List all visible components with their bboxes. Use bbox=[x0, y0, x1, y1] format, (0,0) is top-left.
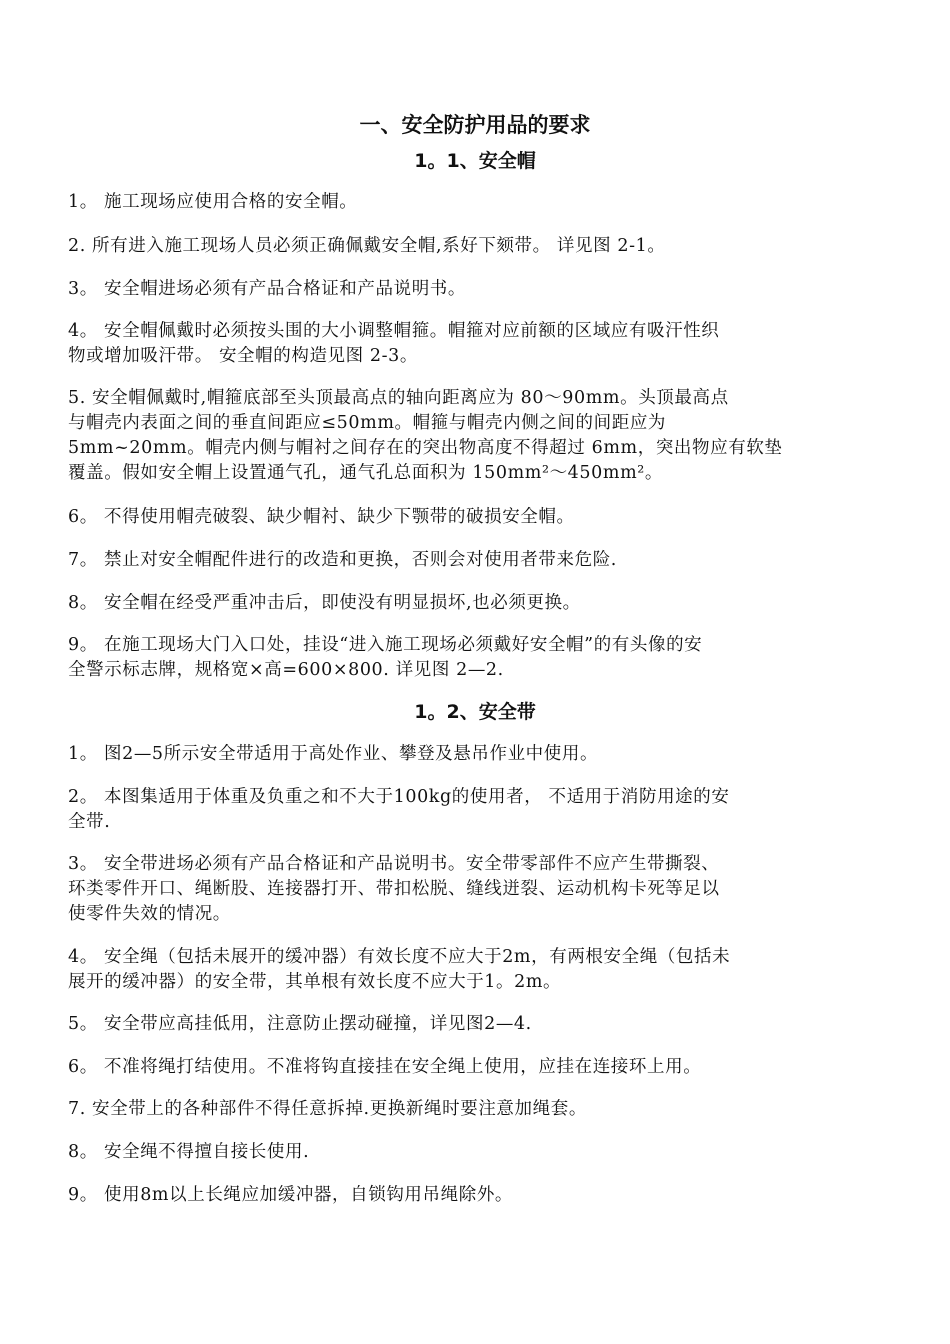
harness-item-4: 4。 安全绳（包括未展开的缓冲器）有效长度不应大于2m，有两根安全绳（包括未 展开的缓冲器）的安全带，其单根有效长度不应大于1。2m。 bbox=[68, 947, 731, 992]
document-title: 一、安全防护用品的要求 bbox=[359, 113, 591, 137]
helmet-item-1: 1。 施工现场应使用合格的安全帽。 bbox=[68, 192, 358, 212]
helmet-item-2: 2. 所有进入施工现场人员必须正确佩戴安全帽,系好下颏带。 详见图 2-1。 bbox=[68, 236, 666, 256]
harness-item-8: 8。 安全绳不得擅自接长使用. bbox=[68, 1142, 310, 1162]
harness-item-1: 1。 图2—5所示安全带适用于高处作业、攀登及悬吊作业中使用。 bbox=[68, 744, 599, 764]
section-heading-helmet: 1。1、安全帽 bbox=[414, 150, 536, 172]
helmet-item-3: 3。 安全帽进场必须有产品合格证和产品说明书。 bbox=[68, 279, 466, 299]
harness-item-6: 6。 不准将绳打结使用。不准将钩直接挂在安全绳上使用，应挂在连接环上用。 bbox=[68, 1057, 702, 1077]
harness-item-5: 5。 安全带应高挂低用，注意防止摆动碰撞，详见图2—4. bbox=[68, 1014, 532, 1034]
harness-item-7: 7. 安全带上的各种部件不得任意拆掉.更换新绳时要注意加绳套。 bbox=[68, 1099, 587, 1119]
helmet-item-6: 6。 不得使用帽壳破裂、缺少帽衬、缺少下颚带的破损安全帽。 bbox=[68, 507, 575, 527]
section-heading-harness: 1。2、安全带 bbox=[414, 701, 536, 723]
harness-item-2: 2。 本图集适用于体重及负重之和不大于100kg的使用者， 不适用于消防用途的安 全带. bbox=[68, 787, 730, 832]
harness-item-3: 3。 安全带进场必须有产品合格证和产品说明书。安全带零部件不应产生带撕裂、 环类零件开口、绳断股、连接器打开、带扣松脱、缝线迸裂、运动机构卡死等足以 使零件失效的情况。 bbox=[68, 854, 720, 924]
helmet-item-9: 9。 在施工现场大门入口处，挂设“进入施工现场必须戴好安全帽”的有头像的安 全警示标志牌，规格宽×高=600×800. 详见图 2—2. bbox=[68, 635, 703, 680]
helmet-item-7: 7。 禁止对安全帽配件进行的改造和更换，否则会对使用者带来危险. bbox=[68, 550, 617, 570]
helmet-item-8: 8。 安全帽在经受严重冲击后，即使没有明显损坏,也必须更换。 bbox=[68, 593, 581, 613]
harness-item-9: 9。 使用8m以上长绳应加缓冲器，自锁钩用吊绳除外。 bbox=[68, 1185, 514, 1205]
helmet-item-5: 5. 安全帽佩戴时,帽箍底部至头顶最高点的轴向距离应为 80～90mm。头顶最高点 与帽壳内表面之间的垂直间距应≤50mm。帽箍与帽壳内侧之间的间距应为 5mm~20mm。帽壳内侧与帽衬之间存在的突出物高度不得超过 6mm，突出物应有软垫 覆盖。假如安全帽上设置通气孔，通气孔总面积为 150mm²～450mm²。 bbox=[68, 388, 783, 483]
helmet-item-4: 4。 安全帽佩戴时必须按头围的大小调整帽箍。帽箍对应前额的区域应有吸汗性织 物或增加吸汗带。 安全帽的构造见图 2-3。 bbox=[68, 321, 720, 366]
